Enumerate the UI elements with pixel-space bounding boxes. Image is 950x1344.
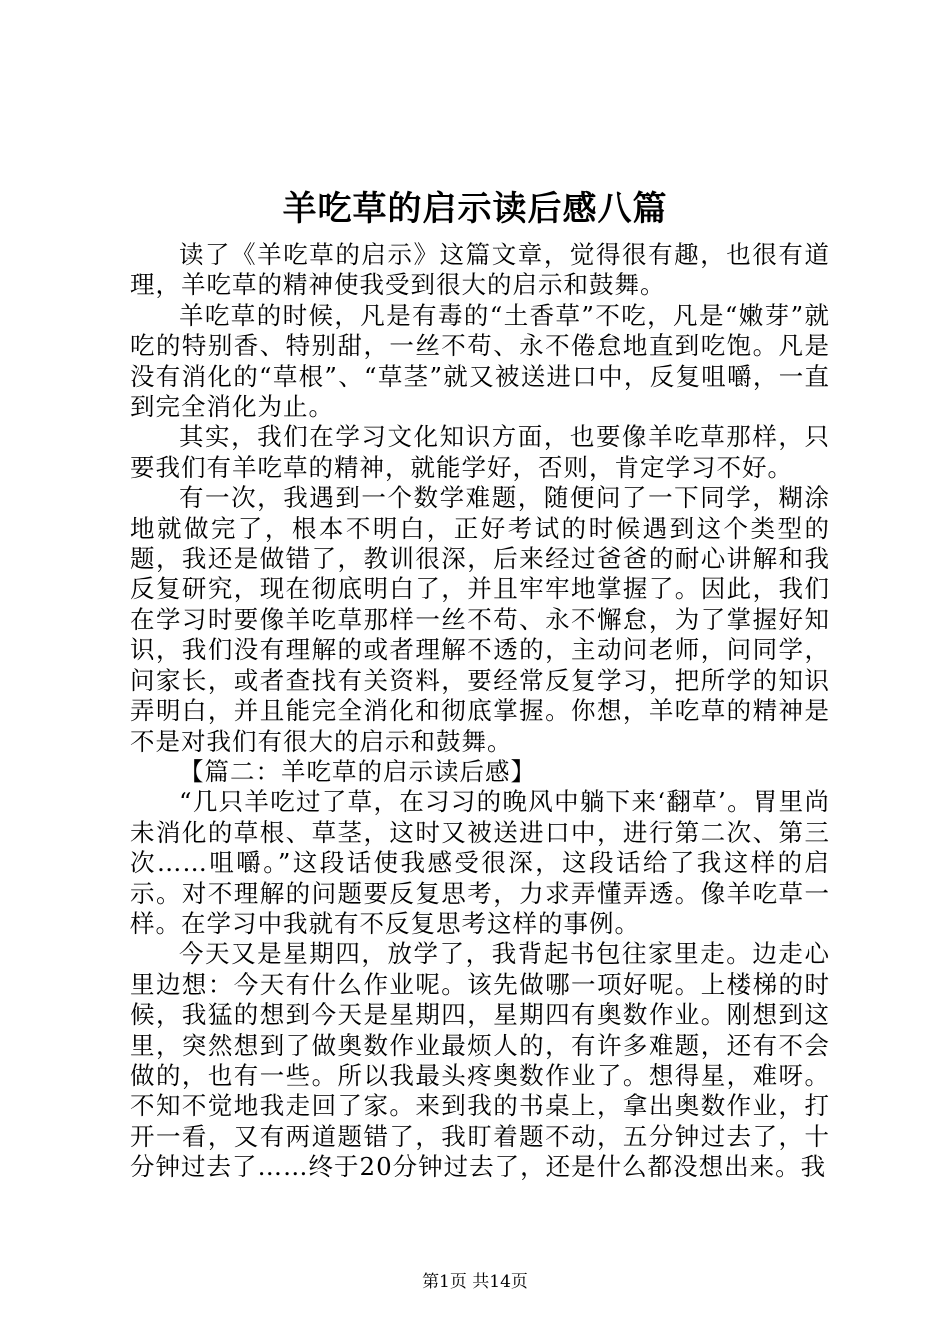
paragraph-5: “几只羊吃过了草，在习习的晚风中躺下来‘翻草’。胃里尚未消化的草根、草茎，这时又被送进口中，进行第二次、第三次……咀嚼。”这段话使我感受很深，这段话给了我这样的启示。对不理解的问题要反复思考，力求弄懂弄透。像羊吃草一样。在学习中我就有不反复思考这样的事例。 xyxy=(130,787,830,938)
page-total: 共14页 xyxy=(472,1272,528,1292)
page-footer xyxy=(0,1271,950,1293)
page-number: 第1页 xyxy=(422,1272,467,1292)
paragraph-2: 羊吃草的时候，凡是有毒的“土香草”不吃，凡是“嫩芽”就吃的特别香、特别甜，一丝不苟、永不倦怠地直到吃饱。凡是没有消化的“草根”、“草茎”就又被送进口中，反复咀嚼，一直到完全消化为止。 xyxy=(130,300,830,422)
paragraph-4: 有一次，我遇到一个数学难题，随便问了一下同学，糊涂地就做完了，根本不明白，正好考试的时候遇到这个类型的题，我还是做错了，教训很深，后来经过爸爸的耐心讲解和我反复研究，现在彻底明白了，并且牢牢地掌握了。因此，我们在学习时要像羊吃草那样一丝不苟、永不懈怠，为了掌握好知识，我们没有理解的或者理解不透的，主动问老师，问同学，问家长，或者查找有关资料，要经常反复学习，把所学的知识弄明白，并且能完全消化和彻底掌握。你想，羊吃草的精神是不是对我们有很大的启示和鼓舞。 xyxy=(130,483,830,756)
page-title: 羊吃草的启示读后感八篇 xyxy=(282,189,668,229)
paragraph-3: 其实，我们在学习文化知识方面，也要像羊吃草那样，只要我们有羊吃草的精神，就能学好，否则，肯定学习不好。 xyxy=(130,422,830,482)
paragraph-1: 读了《羊吃草的启示》这篇文章，觉得很有趣，也很有道理，羊吃草的精神使我受到很大的启示和鼓舞。 xyxy=(130,240,830,300)
section-heading: 【篇二：羊吃草的启示读后感】 xyxy=(179,756,536,786)
document-body xyxy=(130,240,830,1183)
paragraph-6: 今天又是星期四，放学了，我背起书包往家里走。边走心里边想：今天有什么作业呢。该先做哪一项好呢。上楼梯的时候，我猛的想到今天是星期四，星期四有奥数作业。刚想到这里，突然想到了做奥数作业最烦人的，有许多难题，还有不会做的，也有一些。所以我最头疼奥数作业了。想得星，难呀。不知不觉地我走回了家。来到我的书桌上，拿出奥数作业，打开一看，又有两道题错了，我盯着题不动，五分钟过去了，十分钟过去了……终于20分钟过去了，还是什么都没想出来。我 xyxy=(130,939,830,1182)
